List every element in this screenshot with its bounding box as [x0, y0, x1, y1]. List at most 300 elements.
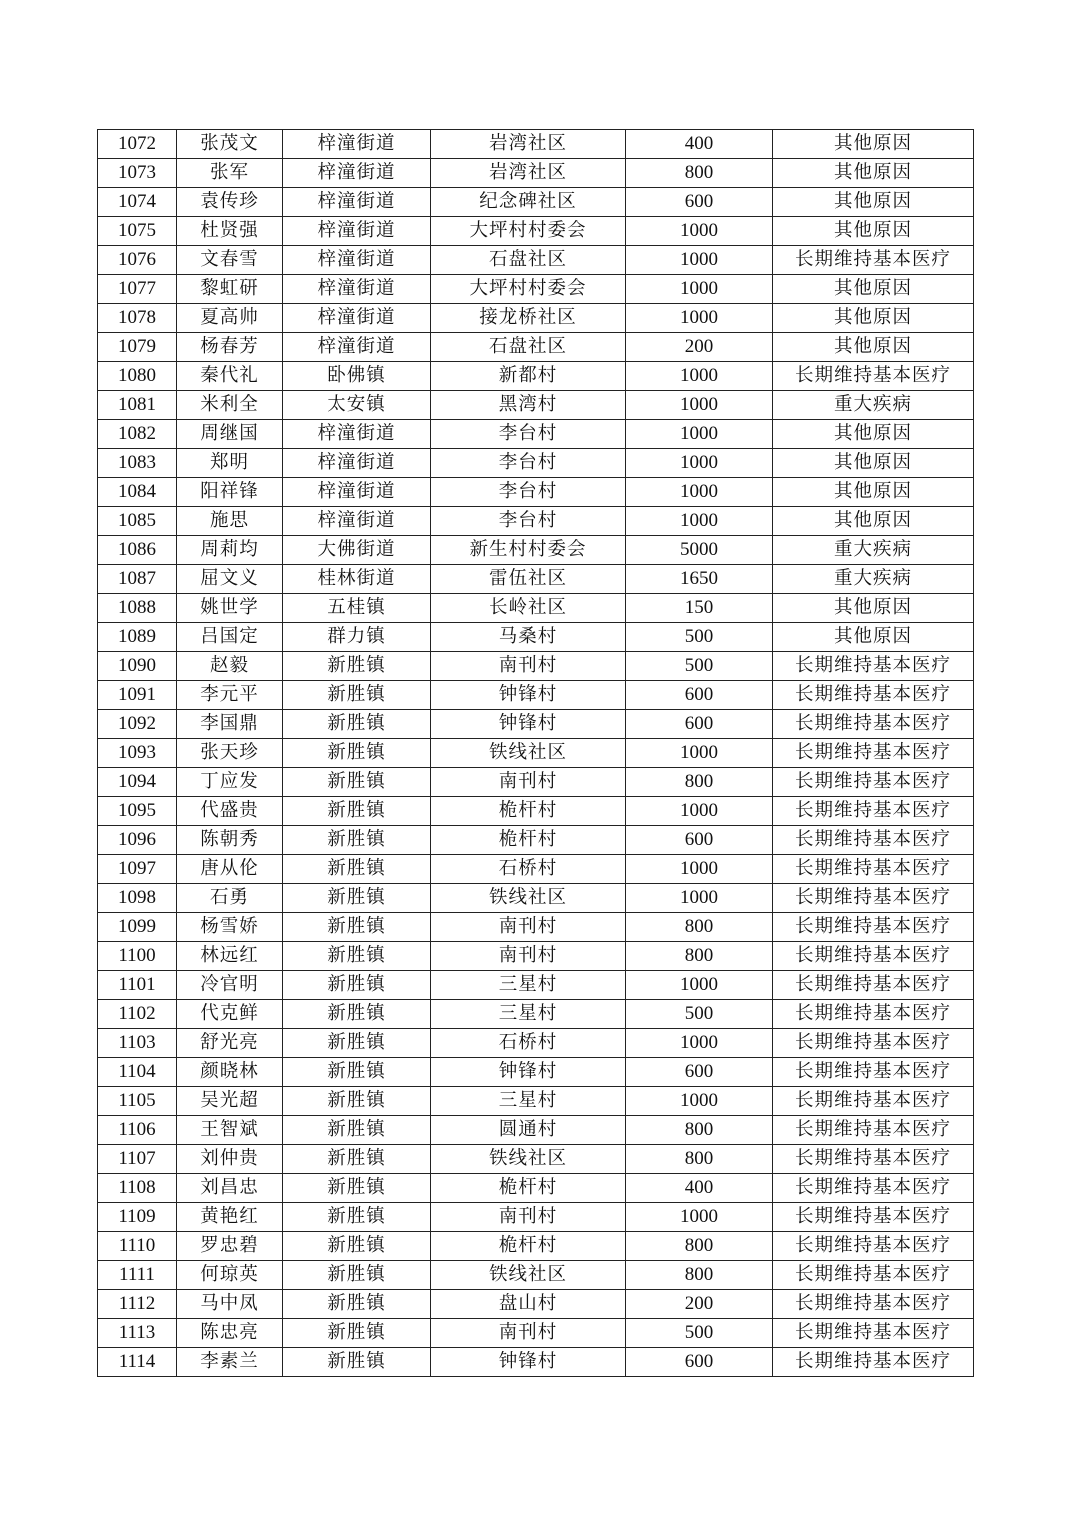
village-cell: 大坪村村委会 — [431, 217, 626, 246]
reason-cell: 长期维持基本医疗 — [773, 1203, 974, 1232]
amount-cell: 600 — [626, 188, 773, 217]
township-cell: 新胜镇 — [283, 1290, 431, 1319]
table-row — [98, 1145, 974, 1174]
table-row — [98, 652, 974, 681]
village-cell: 岩湾社区 — [431, 130, 626, 159]
table-row — [98, 565, 974, 594]
amount-cell: 1000 — [626, 855, 773, 884]
reason-cell: 其他原因 — [773, 507, 974, 536]
table-row — [98, 913, 974, 942]
table-row — [98, 594, 974, 623]
village-cell: 三星村 — [431, 1087, 626, 1116]
village-cell: 南刊村 — [431, 942, 626, 971]
reason-cell: 重大疾病 — [773, 391, 974, 420]
table-row — [98, 1058, 974, 1087]
reason-cell: 长期维持基本医疗 — [773, 1116, 974, 1145]
serial-number-cell: 1110 — [98, 1232, 177, 1261]
table-row — [98, 420, 974, 449]
village-cell: 南刊村 — [431, 768, 626, 797]
village-cell: 石盘社区 — [431, 333, 626, 362]
amount-cell: 1650 — [626, 565, 773, 594]
township-cell: 新胜镇 — [283, 1087, 431, 1116]
serial-number-cell: 1102 — [98, 1000, 177, 1029]
serial-number-cell: 1088 — [98, 594, 177, 623]
reason-cell: 长期维持基本医疗 — [773, 681, 974, 710]
amount-cell: 600 — [626, 1058, 773, 1087]
name-cell: 罗忠碧 — [177, 1232, 283, 1261]
reason-cell: 其他原因 — [773, 594, 974, 623]
reason-cell: 长期维持基本医疗 — [773, 1348, 974, 1377]
township-cell: 新胜镇 — [283, 681, 431, 710]
table-row — [98, 1319, 974, 1348]
table-row — [98, 1116, 974, 1145]
serial-number-cell: 1092 — [98, 710, 177, 739]
table-row — [98, 246, 974, 275]
amount-cell: 1000 — [626, 449, 773, 478]
name-cell: 吴光超 — [177, 1087, 283, 1116]
name-cell: 阳祥锋 — [177, 478, 283, 507]
table-row — [98, 884, 974, 913]
serial-number-cell: 1109 — [98, 1203, 177, 1232]
reason-cell: 长期维持基本医疗 — [773, 797, 974, 826]
table-row — [98, 449, 974, 478]
reason-cell: 长期维持基本医疗 — [773, 1058, 974, 1087]
name-cell: 代克鲜 — [177, 1000, 283, 1029]
serial-number-cell: 1083 — [98, 449, 177, 478]
township-cell: 新胜镇 — [283, 1174, 431, 1203]
serial-number-cell: 1113 — [98, 1319, 177, 1348]
name-cell: 夏高帅 — [177, 304, 283, 333]
reason-cell: 长期维持基本医疗 — [773, 826, 974, 855]
reason-cell: 长期维持基本医疗 — [773, 710, 974, 739]
township-cell: 新胜镇 — [283, 942, 431, 971]
village-cell: 李台村 — [431, 507, 626, 536]
reason-cell: 长期维持基本医疗 — [773, 942, 974, 971]
village-cell: 马桑村 — [431, 623, 626, 652]
township-cell: 新胜镇 — [283, 1058, 431, 1087]
amount-cell: 600 — [626, 1348, 773, 1377]
township-cell: 新胜镇 — [283, 1029, 431, 1058]
village-cell: 新生村村委会 — [431, 536, 626, 565]
amount-cell: 1000 — [626, 275, 773, 304]
table-row — [98, 739, 974, 768]
township-cell: 新胜镇 — [283, 797, 431, 826]
township-cell: 新胜镇 — [283, 971, 431, 1000]
amount-cell: 1000 — [626, 304, 773, 333]
serial-number-cell: 1078 — [98, 304, 177, 333]
township-cell: 群力镇 — [283, 623, 431, 652]
reason-cell: 其他原因 — [773, 217, 974, 246]
serial-number-cell: 1087 — [98, 565, 177, 594]
amount-cell: 800 — [626, 1116, 773, 1145]
township-cell: 新胜镇 — [283, 1145, 431, 1174]
serial-number-cell: 1105 — [98, 1087, 177, 1116]
amount-cell: 1000 — [626, 246, 773, 275]
amount-cell: 800 — [626, 1145, 773, 1174]
serial-number-cell: 1108 — [98, 1174, 177, 1203]
amount-cell: 1000 — [626, 217, 773, 246]
amount-cell: 1000 — [626, 391, 773, 420]
name-cell: 郑明 — [177, 449, 283, 478]
amount-cell: 400 — [626, 1174, 773, 1203]
table-row — [98, 217, 974, 246]
village-cell: 三星村 — [431, 971, 626, 1000]
township-cell: 梓潼街道 — [283, 478, 431, 507]
village-cell: 新都村 — [431, 362, 626, 391]
village-cell: 圆通村 — [431, 1116, 626, 1145]
table-row — [98, 942, 974, 971]
name-cell: 周莉均 — [177, 536, 283, 565]
name-cell: 马中凤 — [177, 1290, 283, 1319]
amount-cell: 1000 — [626, 420, 773, 449]
township-cell: 梓潼街道 — [283, 275, 431, 304]
township-cell: 新胜镇 — [283, 1116, 431, 1145]
serial-number-cell: 1075 — [98, 217, 177, 246]
village-cell: 接龙桥社区 — [431, 304, 626, 333]
reason-cell: 长期维持基本医疗 — [773, 768, 974, 797]
table-row — [98, 710, 974, 739]
village-cell: 桅杆村 — [431, 826, 626, 855]
reason-cell: 长期维持基本医疗 — [773, 1029, 974, 1058]
serial-number-cell: 1077 — [98, 275, 177, 304]
table-row — [98, 971, 974, 1000]
amount-cell: 1000 — [626, 1087, 773, 1116]
village-cell: 钟锋村 — [431, 1058, 626, 1087]
township-cell: 梓潼街道 — [283, 246, 431, 275]
reason-cell: 长期维持基本医疗 — [773, 739, 974, 768]
name-cell: 米利全 — [177, 391, 283, 420]
serial-number-cell: 1084 — [98, 478, 177, 507]
amount-cell: 1000 — [626, 507, 773, 536]
serial-number-cell: 1085 — [98, 507, 177, 536]
village-cell: 李台村 — [431, 478, 626, 507]
name-cell: 代盛贵 — [177, 797, 283, 826]
table-row — [98, 797, 974, 826]
amount-cell: 500 — [626, 1319, 773, 1348]
township-cell: 桂林街道 — [283, 565, 431, 594]
serial-number-cell: 1074 — [98, 188, 177, 217]
village-cell: 长岭社区 — [431, 594, 626, 623]
name-cell: 陈朝秀 — [177, 826, 283, 855]
reason-cell: 长期维持基本医疗 — [773, 1290, 974, 1319]
serial-number-cell: 1111 — [98, 1261, 177, 1290]
serial-number-cell: 1082 — [98, 420, 177, 449]
township-cell: 梓潼街道 — [283, 449, 431, 478]
amount-cell: 600 — [626, 826, 773, 855]
township-cell: 梓潼街道 — [283, 188, 431, 217]
village-cell: 桅杆村 — [431, 1232, 626, 1261]
reason-cell: 长期维持基本医疗 — [773, 246, 974, 275]
village-cell: 南刊村 — [431, 1319, 626, 1348]
serial-number-cell: 1091 — [98, 681, 177, 710]
table-row — [98, 275, 974, 304]
reason-cell: 其他原因 — [773, 478, 974, 507]
reason-cell: 长期维持基本医疗 — [773, 1000, 974, 1029]
table-row — [98, 768, 974, 797]
township-cell: 新胜镇 — [283, 1203, 431, 1232]
village-cell: 南刊村 — [431, 913, 626, 942]
name-cell: 丁应发 — [177, 768, 283, 797]
township-cell: 新胜镇 — [283, 768, 431, 797]
township-cell: 梓潼街道 — [283, 159, 431, 188]
township-cell: 新胜镇 — [283, 826, 431, 855]
serial-number-cell: 1094 — [98, 768, 177, 797]
amount-cell: 1000 — [626, 971, 773, 1000]
amount-cell: 800 — [626, 913, 773, 942]
table-row — [98, 391, 974, 420]
amount-cell: 400 — [626, 130, 773, 159]
reason-cell: 其他原因 — [773, 333, 974, 362]
reason-cell: 其他原因 — [773, 304, 974, 333]
township-cell: 新胜镇 — [283, 913, 431, 942]
reason-cell: 长期维持基本医疗 — [773, 1261, 974, 1290]
table-row — [98, 1290, 974, 1319]
records-table — [97, 129, 974, 1377]
serial-number-cell: 1093 — [98, 739, 177, 768]
reason-cell: 其他原因 — [773, 188, 974, 217]
name-cell: 赵毅 — [177, 652, 283, 681]
name-cell: 黄艳红 — [177, 1203, 283, 1232]
reason-cell: 长期维持基本医疗 — [773, 855, 974, 884]
name-cell: 杨春芳 — [177, 333, 283, 362]
name-cell: 姚世学 — [177, 594, 283, 623]
name-cell: 周继国 — [177, 420, 283, 449]
amount-cell: 1000 — [626, 1203, 773, 1232]
name-cell: 秦代礼 — [177, 362, 283, 391]
reason-cell: 长期维持基本医疗 — [773, 1174, 974, 1203]
serial-number-cell: 1079 — [98, 333, 177, 362]
amount-cell: 500 — [626, 652, 773, 681]
amount-cell: 1000 — [626, 884, 773, 913]
table-row — [98, 159, 974, 188]
village-cell: 纪念碑社区 — [431, 188, 626, 217]
village-cell: 三星村 — [431, 1000, 626, 1029]
table-row — [98, 362, 974, 391]
name-cell: 陈忠亮 — [177, 1319, 283, 1348]
serial-number-cell: 1098 — [98, 884, 177, 913]
village-cell: 李台村 — [431, 449, 626, 478]
village-cell: 盘山村 — [431, 1290, 626, 1319]
amount-cell: 1000 — [626, 478, 773, 507]
village-cell: 钟锋村 — [431, 681, 626, 710]
table-row — [98, 681, 974, 710]
name-cell: 杨雪娇 — [177, 913, 283, 942]
township-cell: 卧佛镇 — [283, 362, 431, 391]
village-cell: 铁线社区 — [431, 1145, 626, 1174]
amount-cell: 150 — [626, 594, 773, 623]
name-cell: 张茂文 — [177, 130, 283, 159]
township-cell: 新胜镇 — [283, 652, 431, 681]
serial-number-cell: 1072 — [98, 130, 177, 159]
table-row — [98, 1232, 974, 1261]
serial-number-cell: 1095 — [98, 797, 177, 826]
table-row — [98, 855, 974, 884]
name-cell: 何琼英 — [177, 1261, 283, 1290]
reason-cell: 其他原因 — [773, 275, 974, 304]
serial-number-cell: 1106 — [98, 1116, 177, 1145]
reason-cell: 长期维持基本医疗 — [773, 652, 974, 681]
table-row — [98, 1174, 974, 1203]
township-cell: 梓潼街道 — [283, 507, 431, 536]
name-cell: 黎虹研 — [177, 275, 283, 304]
table-row — [98, 1203, 974, 1232]
reason-cell: 长期维持基本医疗 — [773, 1319, 974, 1348]
amount-cell: 1000 — [626, 739, 773, 768]
table-row — [98, 333, 974, 362]
village-cell: 大坪村村委会 — [431, 275, 626, 304]
serial-number-cell: 1100 — [98, 942, 177, 971]
amount-cell: 500 — [626, 1000, 773, 1029]
name-cell: 杜贤强 — [177, 217, 283, 246]
name-cell: 林远红 — [177, 942, 283, 971]
name-cell: 吕国定 — [177, 623, 283, 652]
serial-number-cell: 1076 — [98, 246, 177, 275]
reason-cell: 重大疾病 — [773, 536, 974, 565]
township-cell: 新胜镇 — [283, 1348, 431, 1377]
village-cell: 岩湾社区 — [431, 159, 626, 188]
name-cell: 李国鼎 — [177, 710, 283, 739]
amount-cell: 800 — [626, 1261, 773, 1290]
township-cell: 新胜镇 — [283, 855, 431, 884]
township-cell: 新胜镇 — [283, 710, 431, 739]
name-cell: 文春雪 — [177, 246, 283, 275]
reason-cell: 长期维持基本医疗 — [773, 913, 974, 942]
name-cell: 袁传珍 — [177, 188, 283, 217]
township-cell: 新胜镇 — [283, 884, 431, 913]
table-row — [98, 130, 974, 159]
table-row — [98, 507, 974, 536]
serial-number-cell: 1086 — [98, 536, 177, 565]
amount-cell: 800 — [626, 159, 773, 188]
name-cell: 王智斌 — [177, 1116, 283, 1145]
serial-number-cell: 1099 — [98, 913, 177, 942]
township-cell: 新胜镇 — [283, 1319, 431, 1348]
reason-cell: 其他原因 — [773, 159, 974, 188]
reason-cell: 长期维持基本医疗 — [773, 362, 974, 391]
serial-number-cell: 1101 — [98, 971, 177, 1000]
village-cell: 南刊村 — [431, 1203, 626, 1232]
serial-number-cell: 1096 — [98, 826, 177, 855]
township-cell: 梓潼街道 — [283, 130, 431, 159]
serial-number-cell: 1090 — [98, 652, 177, 681]
amount-cell: 200 — [626, 1290, 773, 1319]
serial-number-cell: 1073 — [98, 159, 177, 188]
serial-number-cell: 1114 — [98, 1348, 177, 1377]
village-cell: 石桥村 — [431, 855, 626, 884]
reason-cell: 其他原因 — [773, 420, 974, 449]
serial-number-cell: 1097 — [98, 855, 177, 884]
reason-cell: 长期维持基本医疗 — [773, 1087, 974, 1116]
amount-cell: 1000 — [626, 1029, 773, 1058]
reason-cell: 长期维持基本医疗 — [773, 884, 974, 913]
amount-cell: 600 — [626, 681, 773, 710]
amount-cell: 1000 — [626, 362, 773, 391]
serial-number-cell: 1104 — [98, 1058, 177, 1087]
name-cell: 唐从伦 — [177, 855, 283, 884]
township-cell: 梓潼街道 — [283, 217, 431, 246]
township-cell: 新胜镇 — [283, 739, 431, 768]
table-row — [98, 188, 974, 217]
name-cell: 冷官明 — [177, 971, 283, 1000]
township-cell: 梓潼街道 — [283, 304, 431, 333]
amount-cell: 500 — [626, 623, 773, 652]
village-cell: 石盘社区 — [431, 246, 626, 275]
village-cell: 黑湾村 — [431, 391, 626, 420]
village-cell: 雷伍社区 — [431, 565, 626, 594]
name-cell: 张天珍 — [177, 739, 283, 768]
table-row — [98, 1000, 974, 1029]
records-table-body — [98, 130, 974, 1377]
serial-number-cell: 1112 — [98, 1290, 177, 1319]
table-row — [98, 826, 974, 855]
reason-cell: 长期维持基本医疗 — [773, 971, 974, 1000]
serial-number-cell: 1080 — [98, 362, 177, 391]
township-cell: 新胜镇 — [283, 1000, 431, 1029]
table-row — [98, 1348, 974, 1377]
reason-cell: 其他原因 — [773, 130, 974, 159]
amount-cell: 1000 — [626, 797, 773, 826]
name-cell: 施思 — [177, 507, 283, 536]
name-cell: 颜晓林 — [177, 1058, 283, 1087]
table-row — [98, 623, 974, 652]
village-cell: 桅杆村 — [431, 1174, 626, 1203]
reason-cell: 长期维持基本医疗 — [773, 1232, 974, 1261]
amount-cell: 800 — [626, 768, 773, 797]
amount-cell: 800 — [626, 942, 773, 971]
reason-cell: 其他原因 — [773, 623, 974, 652]
village-cell: 铁线社区 — [431, 884, 626, 913]
township-cell: 五桂镇 — [283, 594, 431, 623]
serial-number-cell: 1103 — [98, 1029, 177, 1058]
amount-cell: 600 — [626, 710, 773, 739]
village-cell: 铁线社区 — [431, 1261, 626, 1290]
name-cell: 舒光亮 — [177, 1029, 283, 1058]
reason-cell: 其他原因 — [773, 449, 974, 478]
township-cell: 梓潼街道 — [283, 333, 431, 362]
table-row — [98, 536, 974, 565]
table-row — [98, 1087, 974, 1116]
amount-cell: 800 — [626, 1232, 773, 1261]
name-cell: 屈文义 — [177, 565, 283, 594]
serial-number-cell: 1107 — [98, 1145, 177, 1174]
township-cell: 梓潼街道 — [283, 420, 431, 449]
township-cell: 太安镇 — [283, 391, 431, 420]
township-cell: 大佛街道 — [283, 536, 431, 565]
village-cell: 钟锋村 — [431, 1348, 626, 1377]
village-cell: 钟锋村 — [431, 710, 626, 739]
township-cell: 新胜镇 — [283, 1232, 431, 1261]
village-cell: 李台村 — [431, 420, 626, 449]
name-cell: 张军 — [177, 159, 283, 188]
name-cell: 刘仲贵 — [177, 1145, 283, 1174]
village-cell: 桅杆村 — [431, 797, 626, 826]
table-row — [98, 1029, 974, 1058]
amount-cell: 200 — [626, 333, 773, 362]
name-cell: 李素兰 — [177, 1348, 283, 1377]
serial-number-cell: 1089 — [98, 623, 177, 652]
name-cell: 石勇 — [177, 884, 283, 913]
village-cell: 南刊村 — [431, 652, 626, 681]
reason-cell: 长期维持基本医疗 — [773, 1145, 974, 1174]
table-row — [98, 478, 974, 507]
amount-cell: 5000 — [626, 536, 773, 565]
village-cell: 石桥村 — [431, 1029, 626, 1058]
reason-cell: 重大疾病 — [773, 565, 974, 594]
township-cell: 新胜镇 — [283, 1261, 431, 1290]
table-row — [98, 1261, 974, 1290]
name-cell: 李元平 — [177, 681, 283, 710]
serial-number-cell: 1081 — [98, 391, 177, 420]
